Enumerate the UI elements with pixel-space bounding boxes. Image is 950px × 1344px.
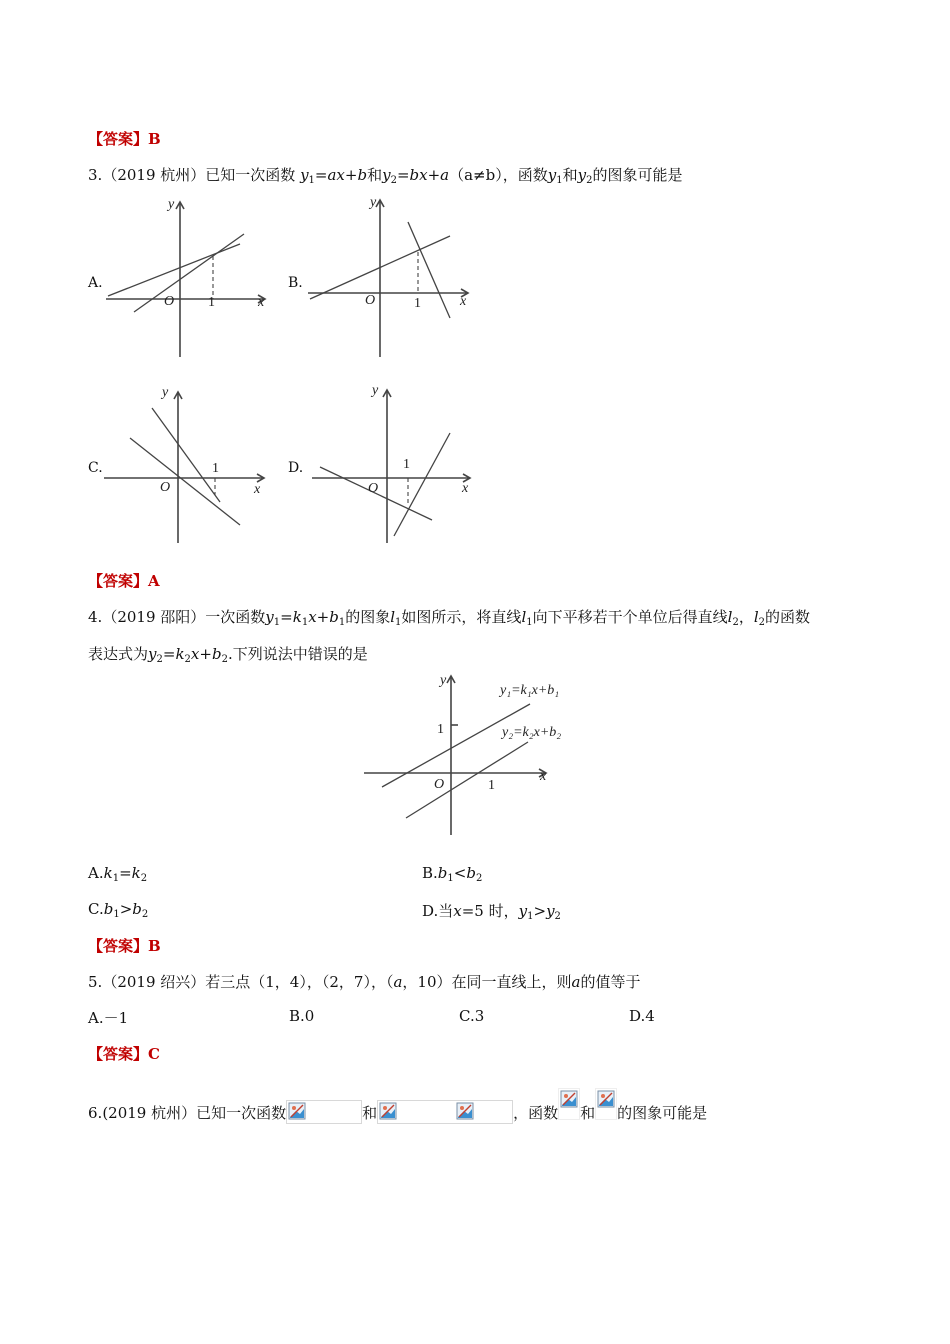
stem-text: 向下平移若干个单位后得直线 <box>532 608 728 626</box>
svg-text:y: y <box>440 673 447 688</box>
stem-text: 和 <box>367 166 383 184</box>
stem-text: 和 <box>580 1104 596 1122</box>
question-number: 4. <box>88 608 103 626</box>
q5-option-c: C.3 <box>459 1007 485 1025</box>
stem-text: .下列说法中错误的是 <box>227 645 368 663</box>
answer-label: 【答案】 <box>88 130 149 148</box>
q4-option-b: $B.b_1<b_2$ <box>422 864 483 884</box>
answer-q4 <box>88 935 161 956</box>
broken-image-icon <box>558 1088 580 1120</box>
question-number: 3. <box>88 166 103 184</box>
svg-text:x: x <box>540 769 547 784</box>
stem-text: ，函数 <box>513 1104 559 1122</box>
q5-option-b: B.0 <box>289 1007 315 1025</box>
answer-q2 <box>88 128 161 149</box>
question-number: 6. <box>88 1104 103 1122</box>
stem-text: 表达式为 <box>88 645 149 663</box>
answer-value: B <box>148 130 161 148</box>
stem-text: 的值等于 <box>580 973 641 991</box>
question-source: （2019 绍兴） <box>102 973 206 991</box>
option-d-label: D. <box>288 460 304 476</box>
answer-label: 【答案】 <box>88 1045 149 1063</box>
svg-text:1: 1 <box>208 295 215 310</box>
option-b-label: B. <box>288 275 303 291</box>
q4-option-d: D.当x=5 时，$y_1>y_2$ <box>422 902 561 922</box>
svg-text:1: 1 <box>212 461 219 476</box>
stem-text: 如图所示，将直线 <box>401 608 522 626</box>
option-a-label: A. <box>88 275 103 291</box>
svg-text:1: 1 <box>437 722 444 737</box>
option-label: B. <box>422 864 438 882</box>
graph-q4 <box>358 670 598 840</box>
option-label: C. <box>88 900 104 918</box>
question-number: 5. <box>88 973 103 991</box>
svg-text:y: y <box>162 385 169 400</box>
svg-text:x: x <box>254 482 261 497</box>
graph-option-b <box>300 192 480 362</box>
option-c-label: C. <box>88 460 103 476</box>
question-source: (2019 杭州） <box>102 1104 197 1122</box>
equation-2: =bx+a <box>396 166 450 184</box>
stem-text: 已知一次函数 <box>205 166 296 184</box>
line-label-1: y₁=k₁x+b₁ <box>500 683 560 698</box>
answer-q3 <box>88 570 160 591</box>
line-label-2: y₂=k₂x+b₂ <box>502 725 562 740</box>
graph-option-c <box>100 380 280 550</box>
svg-text:y: y <box>372 383 379 398</box>
svg-text:x: x <box>462 481 469 496</box>
svg-text:y: y <box>168 197 175 212</box>
graph-option-d <box>300 378 480 548</box>
answer-q5 <box>88 1043 160 1064</box>
broken-image-icon <box>595 1088 617 1120</box>
question-5-stem: 5.（2019 绍兴）若三点（1，4），（2，7），（a，10）在同一直线上，则a的值等于 <box>88 973 641 991</box>
svg-text:y: y <box>370 195 377 210</box>
q5-option-a: A.－1 <box>88 1009 129 1027</box>
stem-text: 若三点（1，4），（2，7），（ <box>205 973 394 991</box>
svg-text:O: O <box>368 481 379 496</box>
stem-text: ，10）在同一直线上，则 <box>402 973 572 991</box>
question-4-stem-line-2: 表达式为$y_2=k_2x+b_2$.下列说法中错误的是 <box>88 645 368 665</box>
answer-value: C <box>148 1045 160 1063</box>
question-source: （2019 杭州） <box>102 166 206 184</box>
broken-image-icon <box>377 1100 513 1124</box>
svg-text:x: x <box>460 294 467 309</box>
graph-option-a <box>100 192 280 362</box>
svg-text:1: 1 <box>488 778 495 793</box>
stem-text: 的图象可能是 <box>617 1104 708 1122</box>
svg-text:O: O <box>164 294 175 309</box>
stem-text: 已知一次函数 <box>196 1104 287 1122</box>
answer-value: A <box>148 572 160 590</box>
condition-text: （a≠b），函数 <box>449 166 548 184</box>
option-label: A. <box>88 864 104 882</box>
stem-text: 和 <box>362 1104 378 1122</box>
svg-text:O: O <box>434 777 445 792</box>
option-label: D.当 <box>422 902 454 920</box>
svg-text:O: O <box>365 293 376 308</box>
svg-text:1: 1 <box>414 296 421 311</box>
svg-text:x: x <box>258 295 265 310</box>
option-text: =5 时， <box>461 902 519 920</box>
equation-1: =ax+b <box>314 166 368 184</box>
stem-text: 一次函数 <box>205 608 266 626</box>
question-4-stem-line-1: 4.（2019 邵阳）一次函数$y_1=k_1x+b_1$的图象$l_1$如图所示，将直线$l_1$向下平移若干个单位后得直线$l_2$，$l_2$的函数 <box>88 608 811 628</box>
question-3-stem: 3.（2019 杭州）已知一次函数 $y_1=ax+b$和$y_2=bx+a(a\ne b)$，函数$y_1$和$y_2$的图象可能是 <box>88 166 683 186</box>
answer-label: 【答案】 <box>88 937 149 955</box>
question-6-stem <box>88 1088 707 1124</box>
q5-option-d: D.4 <box>629 1007 655 1025</box>
q4-option-a: $A.k_1=k_2$ <box>88 864 148 884</box>
stem-text: 和 <box>562 166 578 184</box>
answer-value: B <box>148 937 161 955</box>
q4-option-c: $C.b_1>b_2$ <box>88 900 149 920</box>
answer-label: 【答案】 <box>88 572 149 590</box>
broken-image-icon <box>286 1100 362 1124</box>
svg-text:O: O <box>160 480 171 495</box>
stem-text: 的图象 <box>345 608 391 626</box>
question-source: （2019 邵阳） <box>102 608 206 626</box>
stem-text: 的图象可能是 <box>592 166 683 184</box>
svg-text:1: 1 <box>403 457 410 472</box>
stem-text: 的函数 <box>765 608 811 626</box>
